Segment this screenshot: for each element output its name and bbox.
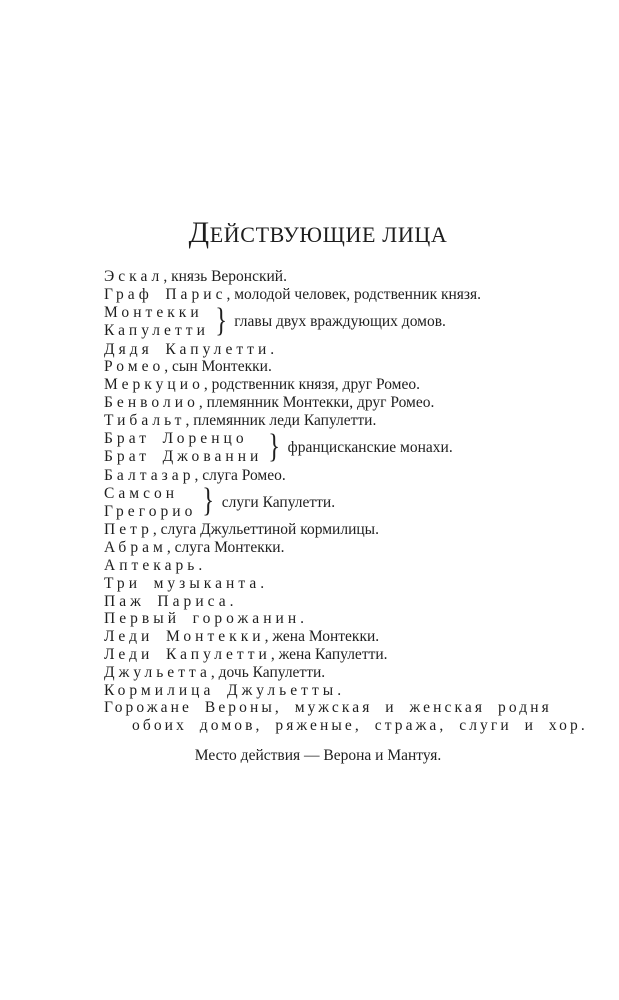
- character-name: Леди Капулетти: [104, 645, 271, 663]
- character-group-names: [104, 304, 209, 340]
- grouping-brace-icon: }: [202, 482, 215, 520]
- character-group-names: [104, 485, 196, 521]
- character-name: Самсон: [104, 485, 179, 503]
- character-desc: , жена Капулетти.: [270, 645, 388, 663]
- character-name: Леди Монтекки: [104, 628, 265, 646]
- character-desc: , родственник князя, друг Ромео.: [203, 376, 420, 394]
- character-entry: [104, 610, 544, 628]
- character-desc: , племянник Монтекки, друг Ромео.: [198, 393, 435, 411]
- character-entry: [104, 699, 588, 735]
- character-entry-line: Горожане Вероны, мужская и женская родня: [104, 699, 552, 717]
- character-entry: [104, 394, 544, 412]
- character-group: [104, 301, 544, 341]
- character-entry: [104, 539, 544, 557]
- character-desc: , жена Монтекки.: [264, 628, 380, 646]
- character-name: Монтекки: [104, 304, 203, 322]
- character-desc: главы двух враждующих домов.: [234, 313, 446, 331]
- character-group: [104, 484, 544, 521]
- character-name: Джульетта: [104, 663, 211, 681]
- character-name: Брат Лоренцо: [104, 430, 248, 448]
- title-text: ЕЙСТВУЮЩИЕ ЛИЦА: [209, 222, 448, 247]
- character-desc: , племянник леди Капулетти.: [185, 411, 377, 429]
- grouping-brace-icon: }: [215, 301, 227, 339]
- scene-location: Место действия — Верона и Мантуя.: [194, 747, 442, 764]
- character-entry: [104, 412, 544, 430]
- character-desc: слуги Капулетти.: [221, 493, 336, 511]
- character-entry: [104, 521, 544, 539]
- character-desc: , молодой человек, родственник князя.: [226, 285, 482, 303]
- grouping-brace-icon: }: [268, 427, 281, 465]
- character-entry: [104, 593, 544, 611]
- character-name: Капулетти: [104, 322, 209, 340]
- character-name: Абрам: [104, 539, 167, 557]
- character-desc: , слуга Ромео.: [194, 466, 286, 484]
- character-name: Балтазар: [104, 466, 195, 484]
- character-name: Дядя Капулетти.: [104, 340, 279, 358]
- character-entry: [104, 664, 544, 682]
- title-initial-cap: Д: [188, 216, 210, 249]
- character-desc: , князь Веронский.: [163, 268, 287, 285]
- character-entry: [104, 682, 544, 700]
- character-entry: [104, 286, 544, 304]
- character-desc: , сын Монтекки.: [164, 358, 272, 376]
- character-name: Меркуцио: [104, 376, 204, 394]
- character-name: Паж Париса.: [104, 592, 238, 610]
- character-entry: [104, 268, 544, 286]
- character-entry: [104, 628, 544, 646]
- character-group-names: [104, 430, 262, 466]
- character-name: Бенволио: [104, 393, 199, 411]
- character-name: Кормилица Джульетты.: [104, 681, 346, 699]
- character-desc: , слуга Монтекки.: [166, 539, 285, 557]
- character-name: Грегорио: [104, 502, 197, 520]
- character-list: [104, 268, 588, 735]
- character-name: Ромео: [104, 358, 165, 376]
- character-name: Брат Джованни: [104, 448, 263, 466]
- character-entry: [104, 341, 544, 359]
- page-title: [104, 214, 532, 249]
- character-group: [104, 427, 544, 467]
- character-entry: [104, 575, 544, 593]
- character-entry: [104, 557, 544, 575]
- character-entry: [104, 646, 544, 664]
- character-name: Тибальт: [104, 411, 186, 429]
- character-name: Первый горожанин.: [104, 610, 309, 628]
- character-name: Граф Парис: [104, 285, 227, 303]
- character-entry-line: обоих домов, ряженые, стража, слуги и хор.: [132, 717, 588, 735]
- character-name: Три музыканта.: [104, 574, 269, 592]
- character-entry: [104, 376, 544, 394]
- character-name: Аптекарь.: [104, 556, 207, 574]
- character-entry: [104, 467, 544, 485]
- character-name: Эскал: [104, 268, 164, 285]
- character-desc: , слуга Джульеттиной кормилицы.: [152, 521, 379, 539]
- character-name: Петр: [104, 521, 153, 539]
- character-desc: францисканские монахи.: [287, 439, 453, 457]
- character-desc: , дочь Капулетти.: [210, 663, 326, 681]
- character-entry: [104, 358, 544, 376]
